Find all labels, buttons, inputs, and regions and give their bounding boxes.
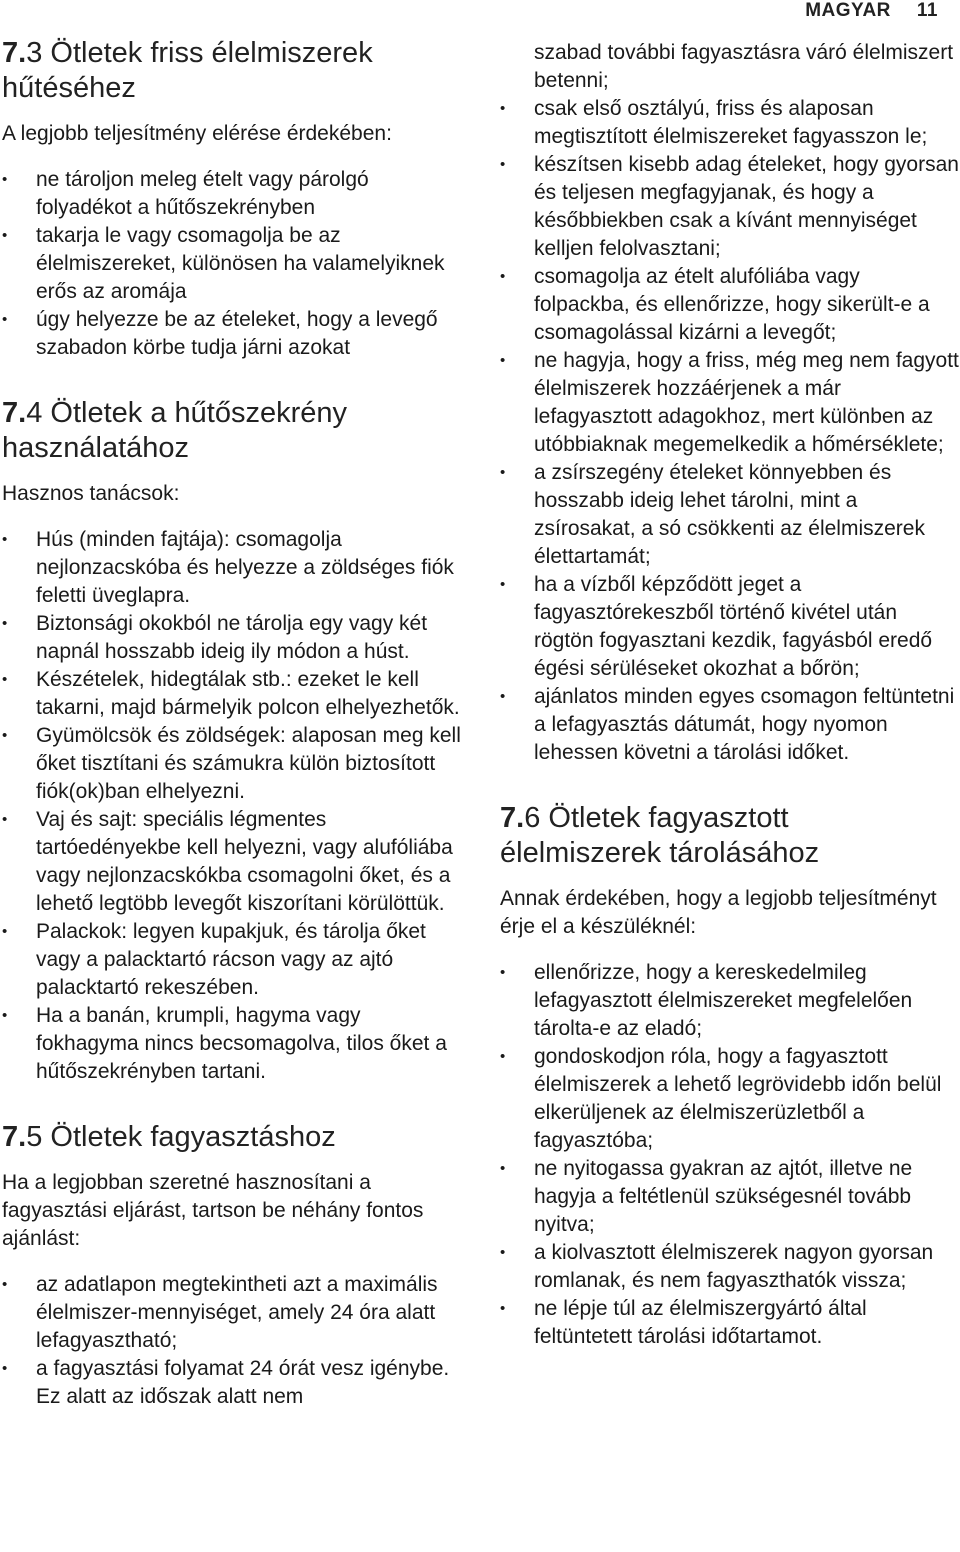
header-page-number: 11 (916, 0, 938, 21)
list-item: • Hús (minden fajtája): csomagolja nejlonzacskóba és helyezze a zöldséges fiók feletti üveglapra. (2, 526, 464, 610)
section-title (2, 396, 464, 466)
section-number: 7.6 (500, 802, 541, 834)
list-item: • ne tároljon meleg ételt vagy párolgó folyadékot a hűtőszekrényben (2, 166, 464, 222)
section-title-line2: élelmiszerek tárolásához (500, 837, 820, 869)
list-item: • ne hagyja, hogy a friss, még meg nem fagyott élelmiszerek hozzáérjenek a már lefagyasztott adagokhoz, mert különben az utóbbiaknak megemelkedik a hőmérséklete; (500, 347, 960, 459)
page-header (805, 0, 938, 22)
list-item: • Ha a banán, krumpli, hagyma vagy fokhagyma nincs becsomagolva, tilos őket a hűtőszekrényben tartani. (2, 1002, 464, 1086)
section-title-line1: Ötletek fagyasztáshoz (50, 1121, 336, 1153)
section-intro: Hasznos tanácsok: (2, 482, 180, 505)
right-column (500, 39, 960, 1351)
list-item: • a zsírszegény ételeket könnyebben és hosszabb ideig lehet tárolni, mint a zsírosakat, a só csökkenti az élelmiszerek élettartamát; (500, 459, 960, 571)
list-item: • az adatlapon megtekintheti azt a maximális élelmiszer-mennyiséget, amely 24 óra alatt lefagyasztható; (2, 1271, 464, 1355)
section-7-4 (2, 396, 464, 1086)
bullet-list (2, 526, 464, 1086)
list-item: • a kiolvasztott élelmiszerek nagyon gyorsan romlanak, és nem fagyaszthatók vissza; (500, 1239, 960, 1295)
section-title (2, 1120, 464, 1155)
list-item-continued: szabad további fagyasztásra váró élelmiszert betenni; (534, 41, 954, 92)
list-item: • úgy helyezze be az ételeket, hogy a levegő szabadon körbe tudja járni azokat (2, 306, 464, 362)
list-item: • ha a vízből képződött jeget a fagyasztórekeszből történő kivétel után rögtön fogyasztani kezdik, fagyásból eredő égési sérüléseket okozhat a bőrön; (500, 571, 960, 683)
bullet-list (2, 1271, 464, 1411)
section-title-line1: Ötletek a hűtőszekrény (50, 397, 347, 429)
list-item: • csomagolja az ételt alufóliába vagy folpackba, és ellenőrizze, hogy sikerült-e a csomagolással kizárni a levegőt; (500, 263, 960, 347)
list-item: • csak első osztályú, friss és alaposan megtisztított élelmiszereket fagyasszon le; (500, 95, 960, 151)
list-item: • ajánlatos minden egyes csomagon feltüntetni a lefagyasztás dátumát, hogy nyomon lehessen követni a tárolási időket. (500, 683, 960, 767)
section-title (2, 36, 464, 106)
list-item: • ne nyitogassa gyakran az ajtót, illetve ne hagyja a feltétlenül szükségesnél tovább nyitva; (500, 1155, 960, 1239)
left-column (2, 36, 464, 1411)
bullet-list (2, 166, 464, 362)
list-item: • a fagyasztási folyamat 24 órát vesz igénybe. Ez alatt az időszak alatt nem (2, 1355, 464, 1411)
bullet-list (500, 959, 960, 1351)
section-intro: Ha a legjobban szeretné hasznosítani a fagyasztási eljárást, tartson be néhány fontos ajánlást: (2, 1171, 424, 1250)
list-item: • Palackok: legyen kupakjuk, és tárolja őket vagy a palacktartó rácson vagy az ajtó palacktartó rekeszében. (2, 918, 464, 1002)
section-title-line1: Ötletek fagyasztott (548, 802, 789, 834)
header-language: MAGYAR (805, 0, 891, 21)
list-item: • ne lépje túl az élelmiszergyártó által feltüntetett tárolási időtartamot. (500, 1295, 960, 1351)
list-item: • Gyümölcsök és zöldségek: alaposan meg kell őket tisztítani és számukra külön biztosított fiók(ok)ban elhelyezni. (2, 722, 464, 806)
section-number: 7.3 (2, 37, 43, 69)
section-7-3 (2, 36, 464, 362)
section-number: 7.5 (2, 1121, 43, 1153)
section-7-5 (2, 1120, 464, 1411)
list-item: • takarja le vagy csomagolja be az élelmiszereket, különösen ha valamelyiknek erős az aromája (2, 222, 464, 306)
list-item: • Vaj és sajt: speciális légmentes tartóedényekbe kell helyezni, vagy alufóliába vagy nejlonzacskókba csomagolni őket, és a lehető legtöbb levegőt kiszorítani körülöttük. (2, 806, 464, 918)
list-item: • gondoskodjon róla, hogy a fagyasztott élelmiszerek a lehető legrövidebb időn belül elkerüljenek az élelmiszerüzletből a fagyasztóba; (500, 1043, 960, 1155)
list-item: • Készételek, hidegtálak stb.: ezeket le kell takarni, majd bármelyik polcon elhelyezhetők. (2, 666, 464, 722)
list-item: • Biztonsági okokból ne tárolja egy vagy két napnál hosszabb ideig ily módon a húst. (2, 610, 464, 666)
list-item: • ellenőrizze, hogy a kereskedelmileg lefagyasztott élelmiszereket megfelelően tárolta-e az eladó; (500, 959, 960, 1043)
section-intro: Annak érdekében, hogy a legjobb teljesítményt érje el a készüléknél: (500, 887, 937, 938)
section-title-line2: használatához (2, 432, 190, 464)
section-title-line2: hűtéséhez (2, 72, 136, 104)
bullet-list-continued (500, 39, 960, 767)
section-7-6 (500, 801, 960, 1351)
section-title-line1: Ötletek friss élelmiszerek (50, 37, 373, 69)
section-title (500, 801, 960, 871)
section-intro: A legjobb teljesítmény elérése érdekében: (2, 122, 392, 145)
list-item: • készítsen kisebb adag ételeket, hogy gyorsan és teljesen megfagyjanak, és hogy a későbbiekben csak a kívánt mennyiséget kelljen felolvasztani; (500, 151, 960, 263)
section-number: 7.4 (2, 397, 43, 429)
